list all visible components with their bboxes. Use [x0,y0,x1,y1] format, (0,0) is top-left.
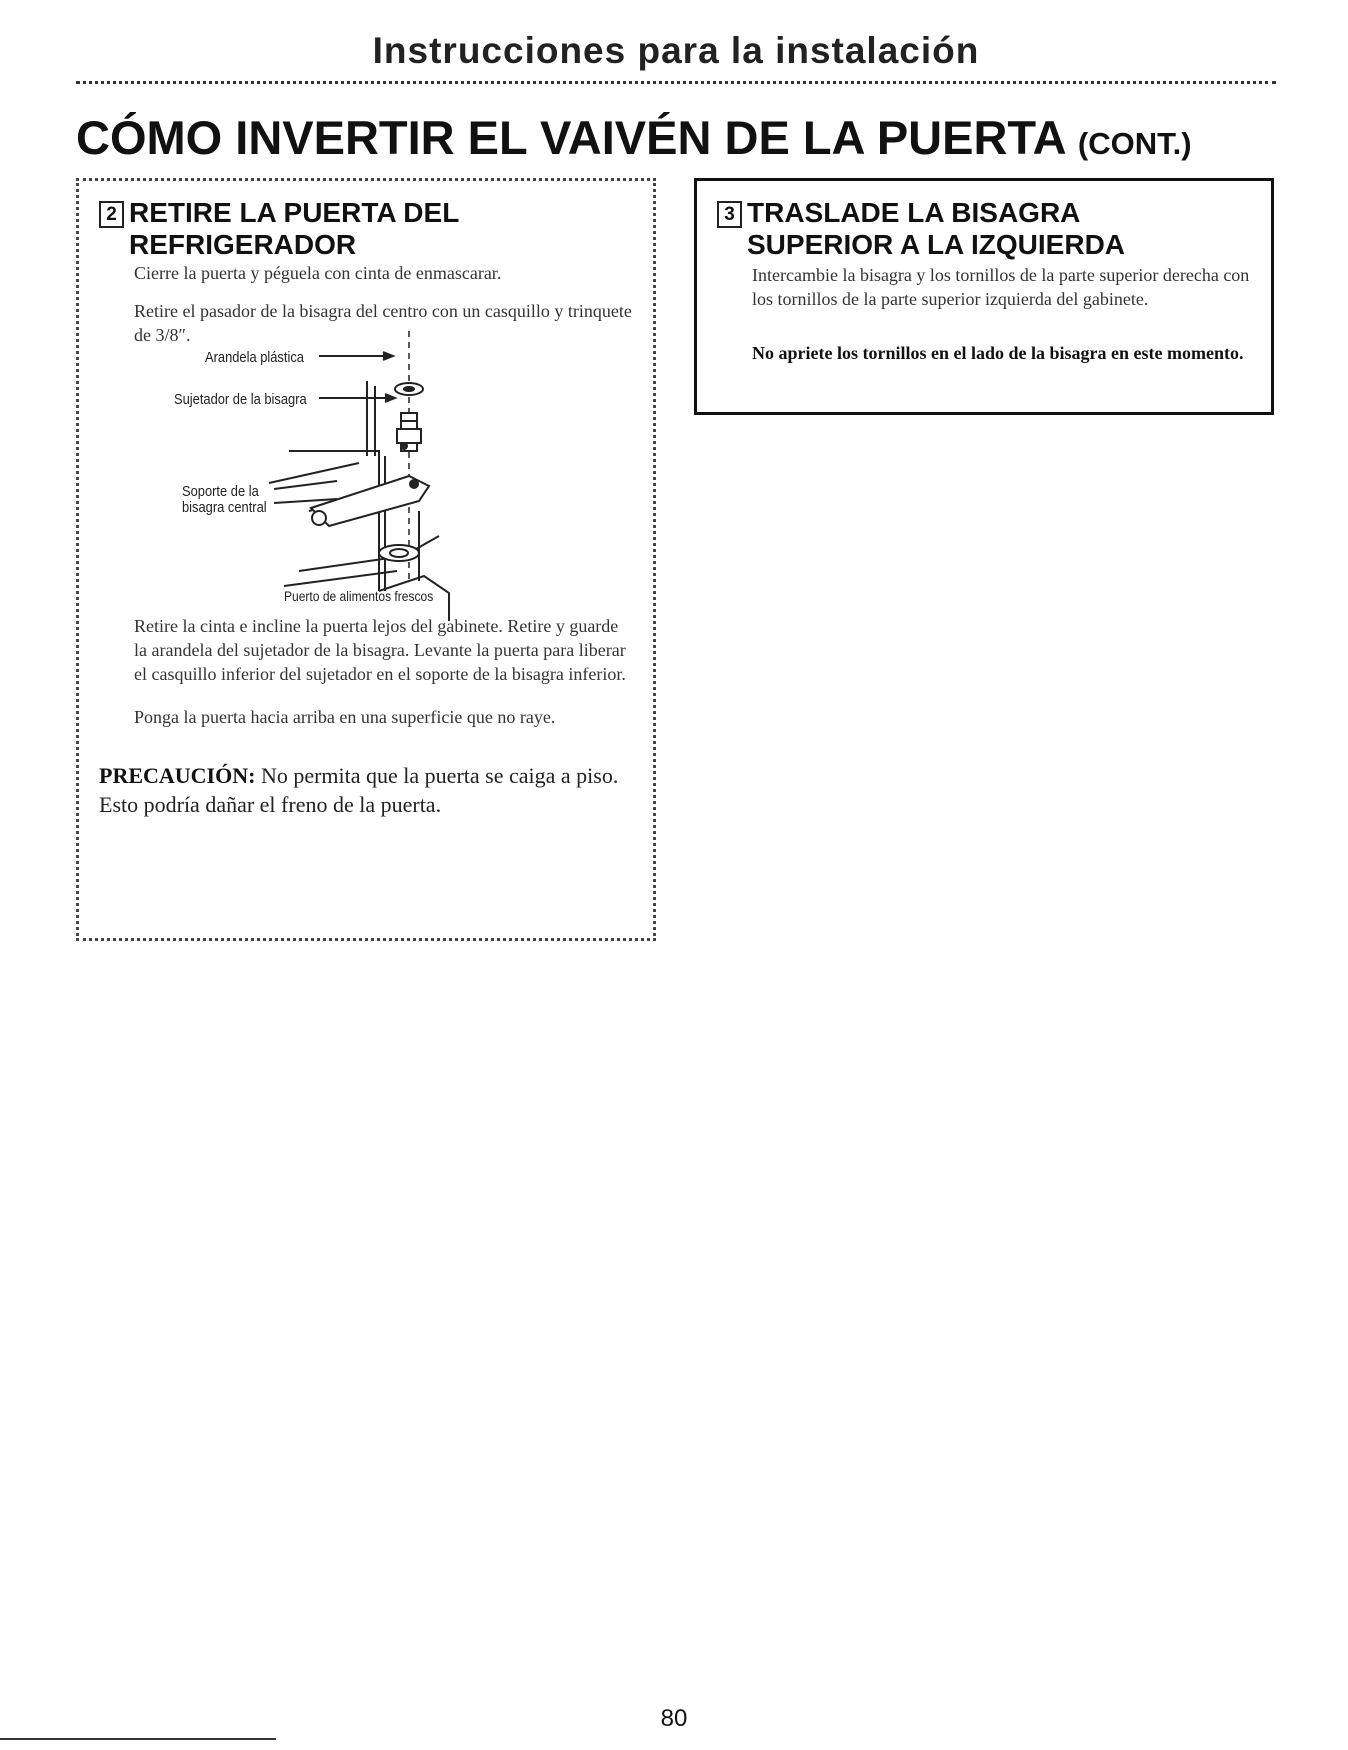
caution-label: PRECAUCIÓN: [99,763,256,788]
step-3-number: 3 [717,201,742,228]
step-2-paragraph-2: Retire el pasador de la bisagra del centro con un casquillo y trinquete de 3/8″. [134,301,632,345]
step-2-caution [99,761,639,819]
step-3-paragraph-2: No apriete los tornillos en el lado de la bisagra en este momento. [752,343,1244,363]
caution-text: No permita que la puerta se caiga a piso. Esto podría dañar el freno de la puerta. [99,763,619,817]
step-3-title [747,197,1267,261]
step-3-title-line1: TRASLADE LA BISAGRA [747,197,1081,228]
step-3-paragraph-1: Intercambie la bisagra y los tornillos de la parte superior derecha con los tornillos de la parte superior izquierda del gabinete. [752,265,1250,309]
label-bracket-line2: bisagra central [182,499,267,516]
label-fresh-food-compartment: Puerto de alimentos frescos [284,588,434,604]
step-2-number: 2 [99,201,124,228]
step-2-title-line1: RETIRE LA PUERTA DEL [129,197,460,228]
page-title-cont: (CONT.) [1077,126,1192,161]
step-3-title-line2: SUPERIOR A LA IZQUIERDA [747,229,1126,260]
header-rule [76,81,1276,84]
step-2-paragraph-4: Ponga la puerta hacia arriba en una superficie que no raye. [134,707,556,727]
label-plastic-washer: Arandela plástica [205,349,304,366]
step-2-title-line2: REFRIGERADOR [129,229,357,260]
footer-rule [0,1738,276,1740]
step-2-paragraph-3: Retire la cinta e incline la puerta lejos del gabinete. Retire y guarde la arandela del sujetador de la bisagra. Levante la puerta para liberar el casquillo inferior del sujetador en el soporte de la bisagra inferior. [134,616,626,684]
step-3-box [694,178,1274,415]
label-hinge-fastener: Sujetador de la bisagra [174,391,307,408]
page-number: 80 [660,1705,688,1732]
label-bracket-line1: Soporte de la [182,483,259,500]
step-2-paragraph-1: Cierre la puerta y péguela con cinta de enmascarar. [134,263,502,283]
step-2-box [76,178,656,941]
page-title-main: CÓMO INVERTIR EL VAIVÉN DE LA PUERTA [76,111,1065,164]
running-head: Instrucciones para la instalación [372,30,980,71]
hinge-drawing [79,181,653,938]
page-title [76,110,1276,165]
